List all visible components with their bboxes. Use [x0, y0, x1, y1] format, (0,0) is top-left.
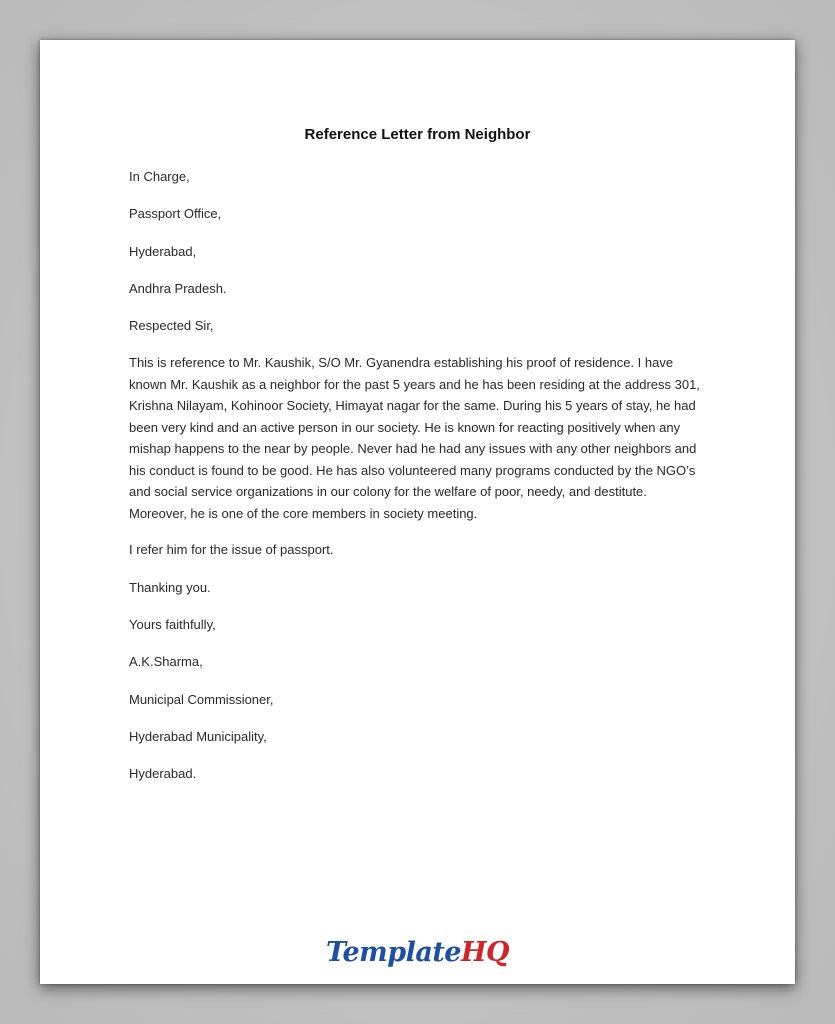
- logo-text-hq: HQ: [461, 937, 510, 968]
- salutation: Respected Sir,: [129, 318, 214, 334]
- recipient-line-2: Passport Office,: [129, 206, 222, 222]
- body-paragraph: This is reference to Mr. Kaushik, S/O Mr. Gyanendra establishing his proof of residence. I have known Mr. Kaushik as a neighbor for the past 5 years and he has been residing at the address 301, Krishna Nilayam, Kohinoor Society, Himayat nagar for the same. During his 5 years of stay, he had been very kind and an active person in our society. He is known for reacting positively when any mishap happens to the near by people. Never had he had any issues with any other neighbors and his conduct is found to be good. He has also volunteered many programs conducted by the NGO’s and social service organizations in our colony for the welfare of poor, needy, and destitute. Moreover, he is one of the core members in society meeting.: [129, 355, 700, 521]
- document-title: Reference Letter from Neighbor: [304, 126, 531, 143]
- templatehq-logo: [40, 937, 795, 968]
- thanks-line: Thanking you.: [129, 579, 211, 595]
- letter-page: [40, 40, 795, 984]
- signature-organization: Hyderabad Municipality,: [129, 728, 267, 744]
- recipient-line-3: Hyderabad,: [129, 243, 197, 259]
- recipient-line-4: Andhra Pradesh.: [129, 280, 227, 296]
- signature-city: Hyderabad.: [129, 766, 197, 782]
- closing-line: Yours faithfully,: [129, 617, 216, 633]
- signature-name: A.K.Sharma,: [129, 654, 203, 670]
- signature-title: Municipal Commissioner,: [129, 691, 274, 707]
- letter-content: [129, 169, 701, 804]
- logo-text-template: Template: [325, 937, 461, 968]
- recipient-line-1: In Charge,: [129, 169, 190, 184]
- referral-line: I refer him for the issue of passport.: [129, 542, 334, 558]
